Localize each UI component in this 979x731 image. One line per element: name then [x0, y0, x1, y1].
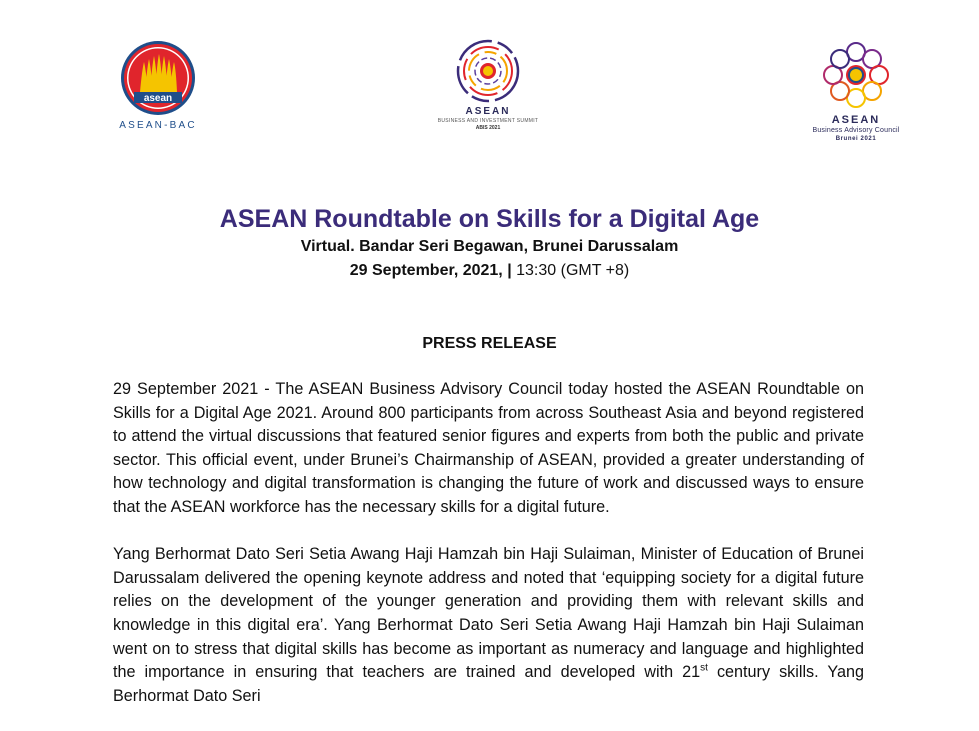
abis-caption-title: ASEAN	[465, 106, 511, 117]
asean-bac-caption: ASEAN-BAC	[119, 120, 197, 131]
event-dateline	[0, 259, 979, 283]
event-time: 13:30 (GMT +8)	[516, 262, 630, 279]
brunei-caption-subtitle: Business Advisory Council	[812, 127, 900, 134]
asean-bac-logo	[108, 40, 208, 131]
paragraph-1: 29 September 2021 - The ASEAN Business Advisory Council today hosted the ASEAN Roundtable on Skills for a Digital Age 2021. Around 800 participants from across Southeast Asia and beyond registered to attend the virtual discussions that featured senior figures and experts from both the public and private sector. This official event, under Brunei’s Chairmanship of ASEAN, provided a greater understanding of how technology and digital transformation is changing the future of work and discussed ways to ensure that the ASEAN workforce has the necessary skills for a digital future.	[113, 380, 864, 516]
title-block	[0, 203, 979, 283]
ordinal-suffix: st	[700, 662, 708, 674]
asean-emblem-icon	[120, 40, 196, 116]
abis-caption-subtitle: BUSINESS AND INVESTMENT SUMMIT	[437, 118, 539, 124]
press-release-heading: PRESS RELEASE	[422, 335, 557, 352]
press-release-body	[113, 378, 864, 731]
page-title: ASEAN Roundtable on Skills for a Digital Age	[219, 205, 760, 233]
event-location: Virtual. Bandar Seri Begawan, Brunei Darussalam	[300, 238, 679, 255]
abis-logo	[428, 38, 548, 131]
brunei-caption-title: ASEAN	[831, 114, 881, 126]
paragraph-2	[113, 543, 864, 708]
asean-bac-brunei-logo	[795, 38, 917, 142]
brunei-2021-emblem-icon	[819, 38, 893, 112]
event-date: 29 September, 2021, |	[349, 262, 512, 279]
paragraph-2-text: Yang Berhormat Dato Seri Setia Awang Haji Hamzah bin Haji Sulaiman, Minister of Education of Brunei Darussalam delivered the opening keynote address and noted that ‘equipping society for a digital future relies on the development of the younger generation and providing them with relevant skills and knowledge in this digital era’. Yang Berhormat Dato Seri Setia Awang Haji Hamzah bin Haji Sulaiman went on to stress that digital skills has become as important as numeracy and language and highlighted the importance in ensuring that teachers are trained and developed with 21	[113, 545, 864, 682]
svg-text:asean: asean	[143, 93, 173, 104]
paragraph-2-continued: century skills. Yang Berhormat Dato Seri	[113, 663, 864, 705]
abis-emblem-icon	[455, 38, 521, 104]
brunei-caption-year: Brunei 2021	[835, 136, 877, 142]
abis-caption-year: ABIS 2021	[475, 125, 501, 131]
